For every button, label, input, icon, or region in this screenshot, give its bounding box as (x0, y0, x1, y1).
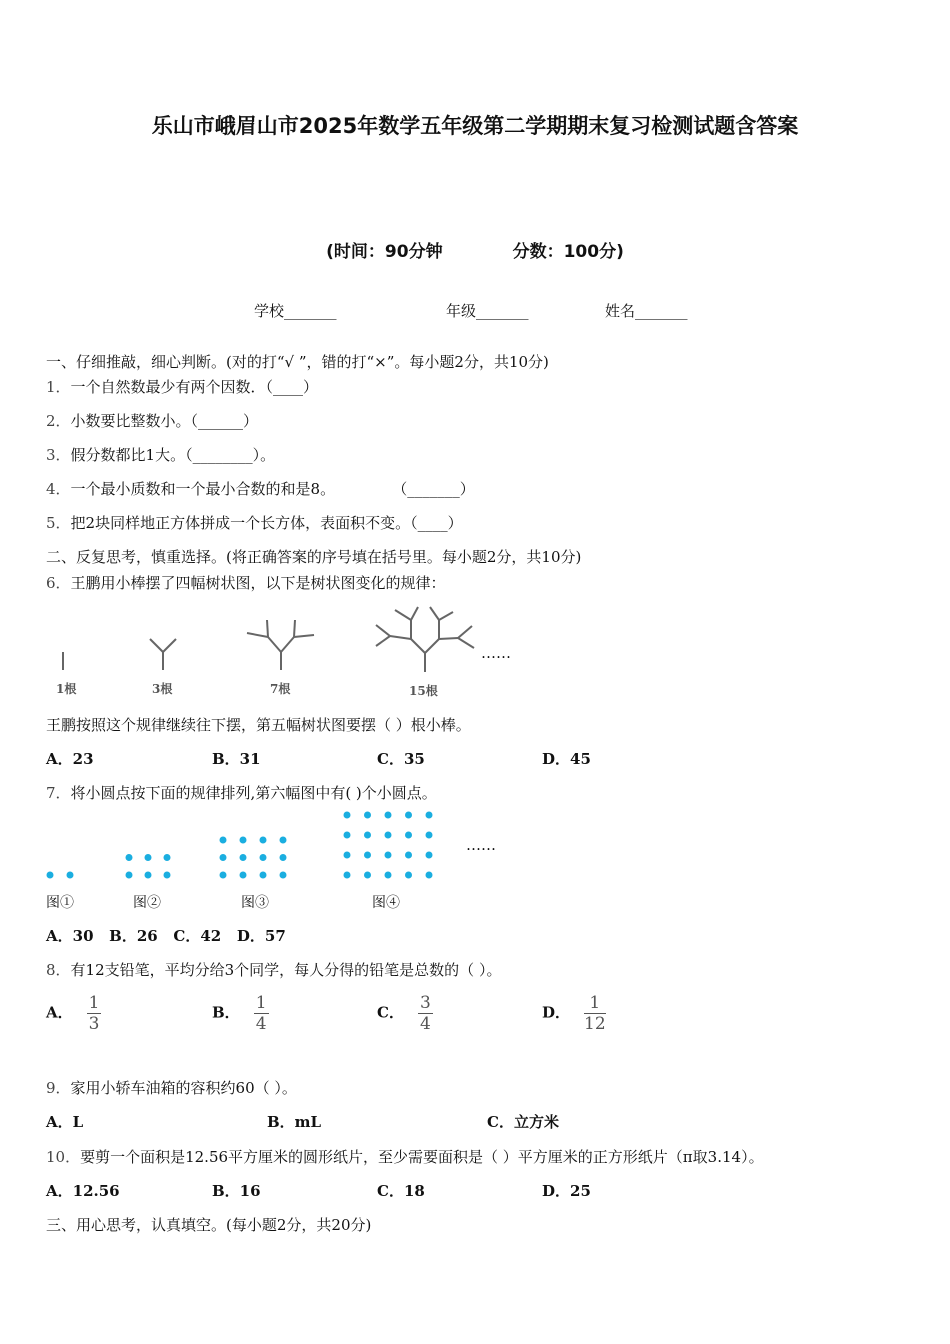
dot (145, 854, 152, 861)
dot (385, 812, 392, 819)
question-6-prompt: 王鹏按照这个规律继续往下摆，第五幅树状图要摆（ ）根小棒。 (46, 716, 471, 734)
denominator: 3 (88, 1014, 100, 1034)
denominator: 12 (584, 1014, 606, 1034)
tree-ellipsis: …… (481, 644, 511, 662)
dot (426, 852, 433, 859)
question-number: 8． (46, 961, 71, 979)
section-1-heading: 一、仔细推敲，细心判断。(对的打“√ ”，错的打“×”。每小题2分，共10分) (46, 353, 549, 371)
figure-caption: 图② (133, 895, 161, 911)
name-field: 姓名_______ (605, 302, 688, 320)
fraction (254, 993, 269, 1034)
dot (145, 872, 152, 879)
numerator: 3 (419, 993, 431, 1013)
option-b: B．16 (212, 1182, 261, 1200)
dot (364, 852, 371, 859)
tree-4 (376, 607, 474, 672)
question-9 (46, 1077, 297, 1098)
question-text: 将小圆点按下面的规律排列,第六幅图中有( )个小圆点。 (70, 784, 437, 802)
dot (164, 872, 171, 879)
question-number: 10． (46, 1148, 81, 1166)
dot (280, 837, 287, 844)
question-text: 家用小轿车油箱的容积约60（ ）。 (70, 1079, 297, 1097)
numerator: 1 (255, 993, 267, 1013)
dot (405, 832, 412, 839)
numerator: 1 (88, 993, 100, 1013)
question-2 (46, 410, 258, 431)
dot (344, 812, 351, 819)
question-4 (46, 478, 475, 499)
dot-figures (40, 805, 460, 885)
option-a: A．23 (46, 750, 94, 768)
tree-figures (40, 600, 520, 675)
question-number: 7． (46, 784, 71, 802)
question-number: 1． (46, 378, 71, 396)
dot (405, 812, 412, 819)
question-text: 一个自然数最少有两个因数．（____） (70, 378, 319, 396)
section-2-heading: 二、反复思考，慎重选择。(将正确答案的序号填在括号里。每小题2分，共10分) (46, 548, 582, 566)
dot (385, 832, 392, 839)
tree-caption: 7根 (270, 682, 291, 696)
dot (364, 832, 371, 839)
option-label: D． (542, 1003, 571, 1022)
question-text: 有12支铅笔，平均分给3个同学，每人分得的铅笔是总数的（ ）。 (70, 961, 502, 979)
dot (240, 872, 247, 879)
question-text: 要剪一个面积是12.56平方厘米的圆形纸片，至少需要面积是（ ）平方厘米的正方形纸片（π取3.14）。 (80, 1148, 764, 1166)
school-field: 学校_______ (254, 302, 337, 320)
question-7-options: A．30 B．26 C．42 D．57 (46, 927, 286, 945)
total-score: 分数：100分) (512, 242, 624, 262)
question-number: 5． (46, 514, 71, 532)
dot (260, 872, 267, 879)
fraction (87, 993, 102, 1034)
fraction (584, 993, 606, 1034)
question-number: 3． (46, 446, 71, 464)
option-label: B． (212, 1003, 240, 1022)
question-6 (46, 572, 446, 593)
dot (426, 872, 433, 879)
dot-figure-2 (126, 854, 171, 879)
exam-meta (0, 237, 950, 262)
question-3 (46, 444, 275, 465)
question-text: 王鹏用小棒摆了四幅树状图，以下是树状图变化的规律： (70, 574, 446, 592)
tree-3 (247, 620, 314, 670)
dot (405, 872, 412, 879)
dot (405, 852, 412, 859)
tree-caption: 15根 (409, 684, 438, 698)
dot (344, 832, 351, 839)
dot (220, 872, 227, 879)
question-number: 6． (46, 574, 71, 592)
question-text: 假分数都比1大。（________）。 (70, 446, 276, 464)
dot (426, 812, 433, 819)
dot-figure-3 (220, 837, 287, 879)
denominator: 4 (419, 1014, 431, 1034)
dot (260, 854, 267, 861)
dot (67, 872, 74, 879)
section-3-heading: 三、用心思考，认真填空。(每小题2分，共20分) (46, 1216, 372, 1234)
dot (260, 837, 267, 844)
option-d: D．25 (542, 1182, 591, 1200)
question-number: 4． (46, 480, 71, 498)
figure-caption: 图③ (241, 895, 269, 911)
question-number: 9． (46, 1079, 71, 1097)
dot (126, 872, 133, 879)
time-limit: (时间：90分钟 (326, 242, 443, 262)
question-text: 把2块同样地正方体拼成一个长方体，表面积不变。（____） (70, 514, 463, 532)
dot (126, 854, 133, 861)
dot (385, 852, 392, 859)
option-d: D．45 (542, 750, 591, 768)
dot (47, 872, 54, 879)
option-b (212, 993, 269, 1034)
dot (385, 872, 392, 879)
dot (220, 854, 227, 861)
dot (240, 837, 247, 844)
option-label: A． (46, 1003, 73, 1022)
question-8 (46, 959, 501, 980)
dot (344, 852, 351, 859)
dot (240, 854, 247, 861)
option-c (377, 993, 433, 1034)
option-label: C． (377, 1003, 404, 1022)
dot (364, 812, 371, 819)
fraction (418, 993, 433, 1034)
page-title: 乐山市峨眉山市2025年数学五年级第二学期期末复习检测试题含答案 (151, 114, 799, 138)
denominator: 4 (255, 1014, 267, 1034)
option-b: B．31 (212, 750, 261, 768)
tree-caption: 1根 (56, 682, 77, 696)
option-d (542, 993, 606, 1034)
figure-caption: 图① (46, 895, 74, 911)
dot (280, 872, 287, 879)
question-7 (46, 782, 437, 803)
question-5 (46, 512, 463, 533)
dots-ellipsis: …… (466, 836, 496, 854)
question-1 (46, 376, 318, 397)
question-text: 一个最小质数和一个最小合数的和是8。 （_______） (70, 480, 475, 498)
dot (164, 854, 171, 861)
dot (426, 832, 433, 839)
dot-figure-1 (47, 872, 74, 879)
option-a: A．L (46, 1113, 84, 1131)
question-number: 2． (46, 412, 71, 430)
figure-caption: 图④ (372, 895, 400, 911)
question-10 (46, 1146, 764, 1167)
option-a (46, 993, 101, 1034)
option-c: C．35 (377, 750, 425, 768)
grade-field: 年级_______ (446, 302, 529, 320)
question-text: 小数要比整数小。（______） (70, 412, 259, 430)
dot (220, 837, 227, 844)
numerator: 1 (584, 993, 606, 1014)
dot (364, 872, 371, 879)
dot (344, 872, 351, 879)
option-a: A．12.56 (46, 1182, 120, 1200)
option-c: C．18 (377, 1182, 425, 1200)
dot-figure-4 (344, 812, 433, 879)
tree-2 (150, 639, 176, 670)
tree-caption: 3根 (152, 682, 173, 696)
option-b: B．mL (267, 1113, 322, 1131)
option-c: C．立方米 (487, 1113, 559, 1131)
dot (280, 854, 287, 861)
